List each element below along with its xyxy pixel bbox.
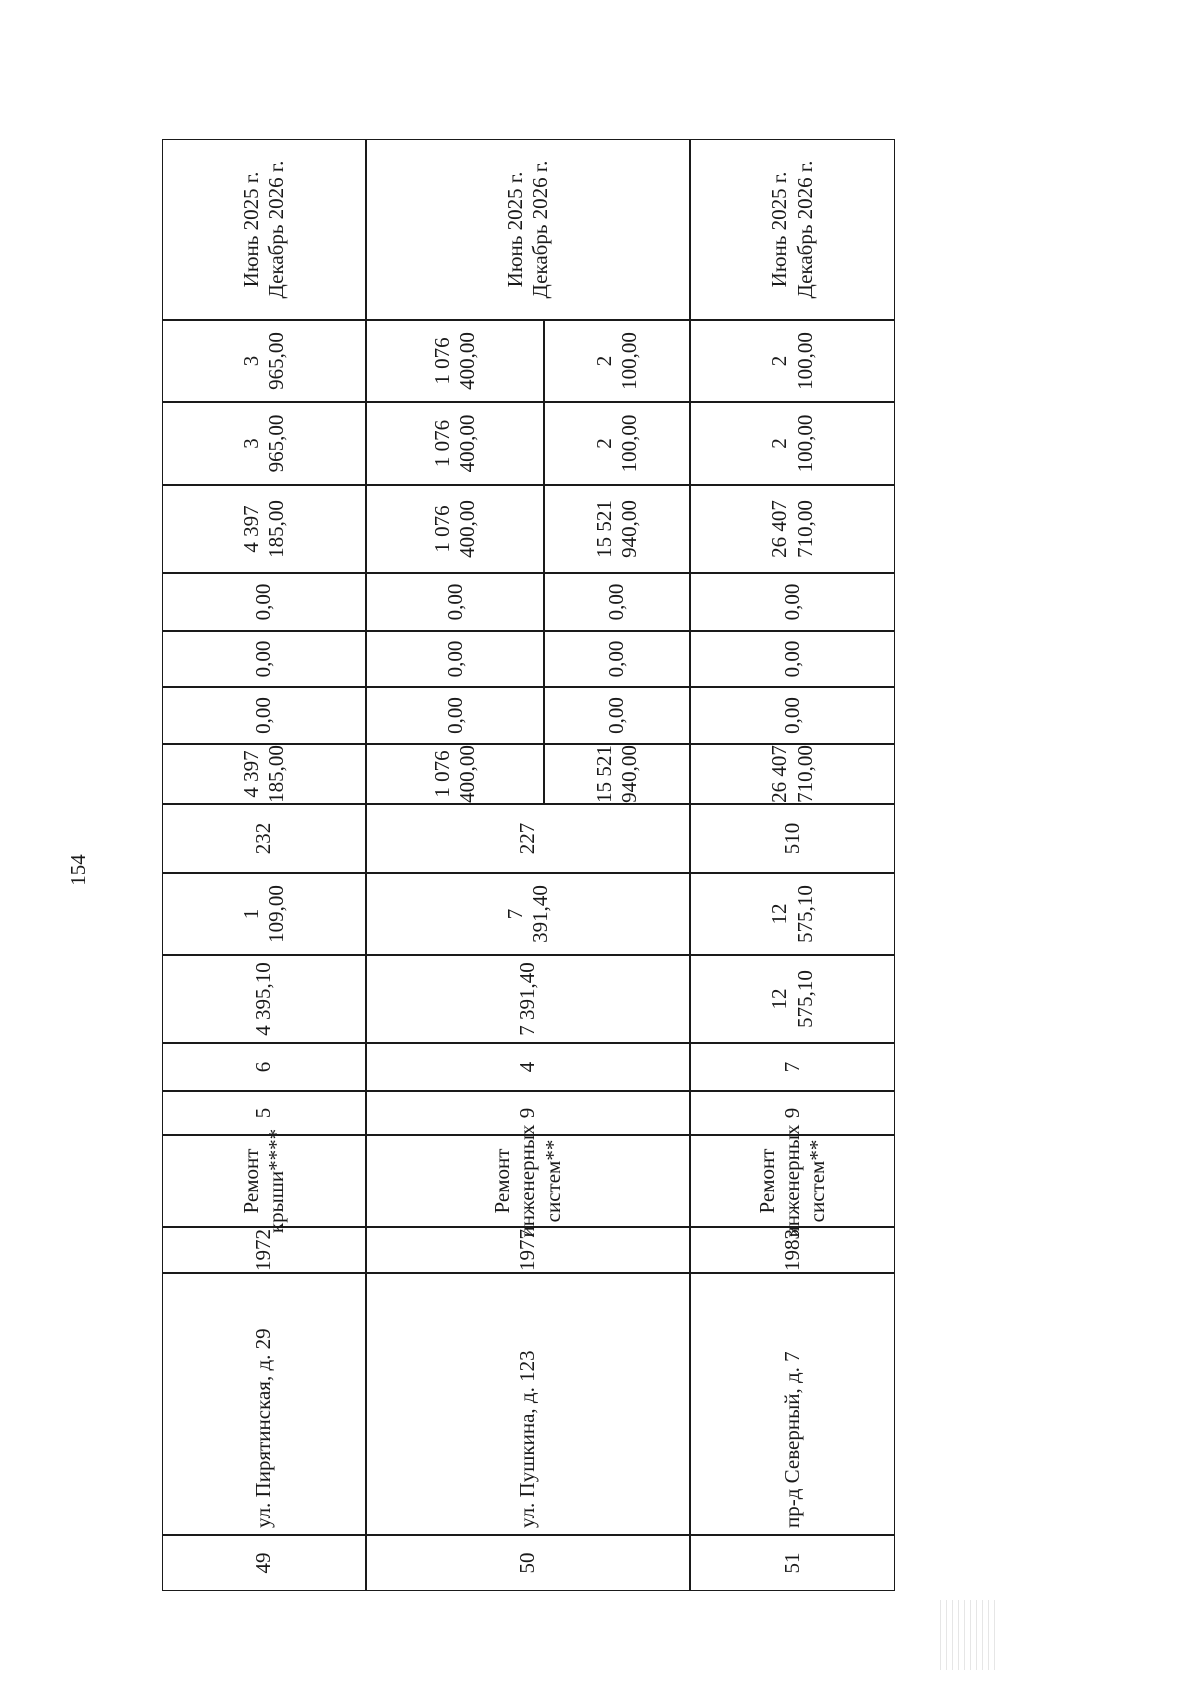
- cell-cost_fund-2: 15 521 940,00: [544, 485, 690, 573]
- cell-col_a: 0,00: [690, 687, 895, 744]
- cell-col_c: 0,00: [690, 573, 895, 631]
- cell-address: ул. Пирятинская, д. 29: [162, 1273, 366, 1535]
- cell-floors: 9: [690, 1091, 895, 1135]
- cell-address: пр-д Северный, д. 7: [690, 1273, 895, 1535]
- cell-area_living: 12 575,10: [690, 873, 895, 955]
- cell-num: 51: [690, 1535, 895, 1591]
- cell-residents: 227: [366, 804, 690, 873]
- cell-num: 50: [366, 1535, 690, 1591]
- cell-cost_total-1: 1 076 400,00: [366, 744, 544, 804]
- cell-area_total: 4 395,10: [162, 955, 366, 1043]
- cell-area_total: 7 391,40: [366, 955, 690, 1043]
- cell-area_total: 12 575,10: [690, 955, 895, 1043]
- cell-num: 49: [162, 1535, 366, 1591]
- scan-artifact: [940, 1600, 1000, 1670]
- cell-col_a-1: 0,00: [366, 687, 544, 744]
- cell-unit_cost-1: 1 076 400,00: [366, 402, 544, 485]
- cell-residents: 510: [690, 804, 895, 873]
- cell-residents: 232: [162, 804, 366, 873]
- repair-schedule-table: [162, 139, 895, 1591]
- cell-col_c-1: 0,00: [366, 573, 544, 631]
- cell-year: 1983: [690, 1227, 895, 1273]
- cell-col_a-2: 0,00: [544, 687, 690, 744]
- cell-year: 1977: [366, 1227, 690, 1273]
- cell-entrances: 6: [162, 1043, 366, 1091]
- cell-col_c-2: 0,00: [544, 573, 690, 631]
- cell-period: Июнь 2025 г. Декабрь 2026 г.: [162, 139, 366, 320]
- cell-cost_fund: 26 407 710,00: [690, 485, 895, 573]
- cell-cost_fund-1: 1 076 400,00: [366, 485, 544, 573]
- cell-unit_cost: 2 100,00: [690, 402, 895, 485]
- cell-col_b-1: 0,00: [366, 631, 544, 687]
- cell-work: Ремонт инженерных систем**: [366, 1135, 690, 1227]
- cell-col_a: 0,00: [162, 687, 366, 744]
- cell-col_b: 0,00: [162, 631, 366, 687]
- cell-unit_limit: 3 965,00: [162, 320, 366, 402]
- cell-address: ул. Пушкина, д. 123: [366, 1273, 690, 1535]
- cell-unit_limit-1: 1 076 400,00: [366, 320, 544, 402]
- cell-cost_total: 26 407 710,00: [690, 744, 895, 804]
- cell-entrances: 7: [690, 1043, 895, 1091]
- cell-work: Ремонт крыши****: [162, 1135, 366, 1227]
- cell-period: Июнь 2025 г. Декабрь 2026 г.: [690, 139, 895, 320]
- cell-unit_limit: 2 100,00: [690, 320, 895, 402]
- cell-unit_limit-2: 2 100,00: [544, 320, 690, 402]
- cell-work: Ремонт инженерных систем**: [690, 1135, 895, 1227]
- cell-unit_cost: 3 965,00: [162, 402, 366, 485]
- cell-col_b: 0,00: [690, 631, 895, 687]
- cell-cost_total-2: 15 521 940,00: [544, 744, 690, 804]
- cell-entrances: 4: [366, 1043, 690, 1091]
- cell-period: Июнь 2025 г. Декабрь 2026 г.: [366, 139, 690, 320]
- cell-col_c: 0,00: [162, 573, 366, 631]
- cell-area_living: 7 391,40: [366, 873, 690, 955]
- cell-floors: 9: [366, 1091, 690, 1135]
- cell-area_living: 1 109,00: [162, 873, 366, 955]
- cell-col_b-2: 0,00: [544, 631, 690, 687]
- page-number: 154: [65, 854, 90, 886]
- cell-year: 1972: [162, 1227, 366, 1273]
- cell-cost_fund: 4 397 185,00: [162, 485, 366, 573]
- cell-cost_total: 4 397 185,00: [162, 744, 366, 804]
- rotated-table-wrapper: [162, 139, 895, 1591]
- cell-floors: 5: [162, 1091, 366, 1135]
- cell-unit_cost-2: 2 100,00: [544, 402, 690, 485]
